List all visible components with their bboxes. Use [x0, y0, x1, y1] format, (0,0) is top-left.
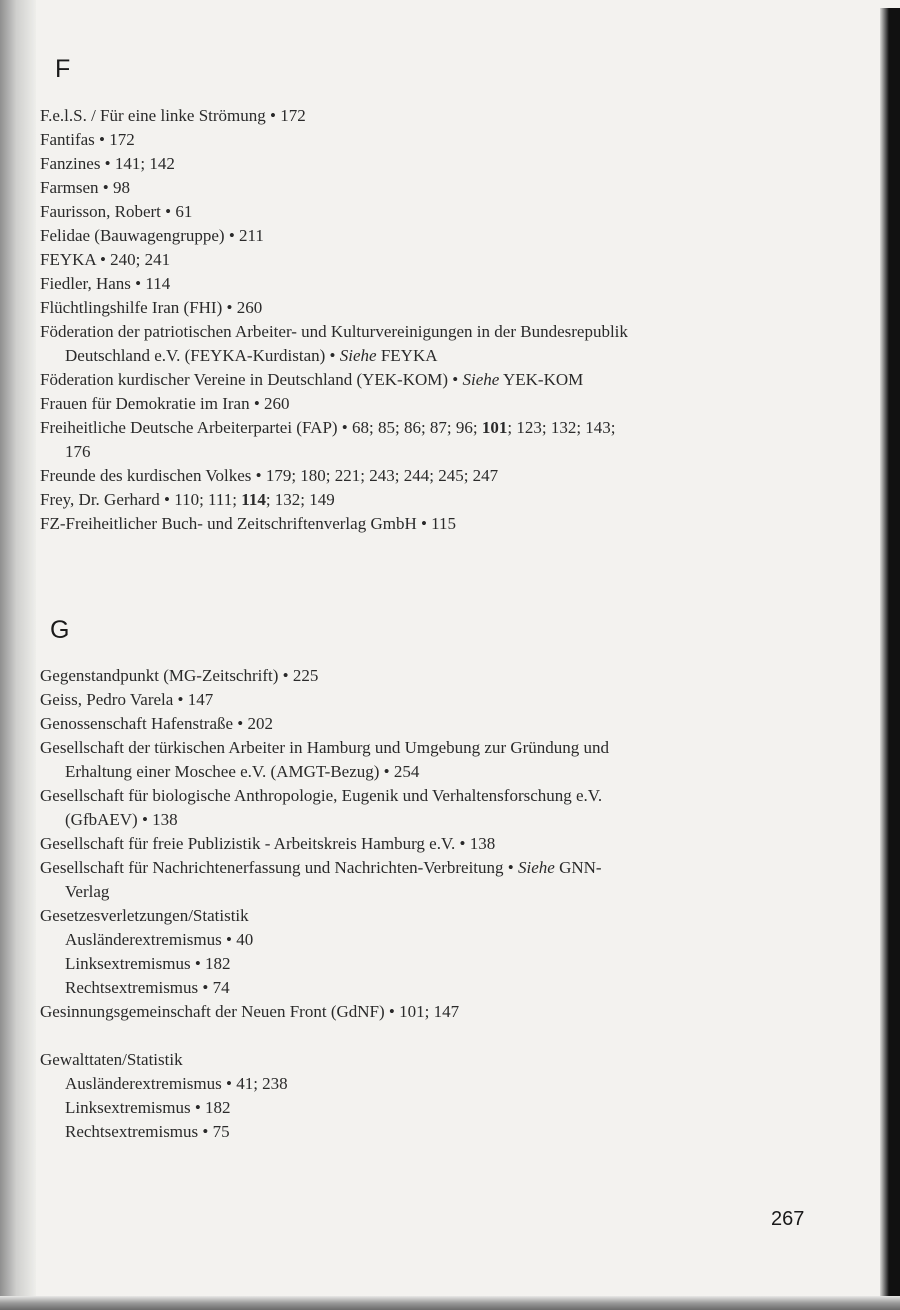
index-entry-text: Freiheitliche Deutsche Arbeiterpartei (FAP) • 68; 85; 86; 87; 96;: [40, 418, 478, 437]
index-entry: Fanzines • 141; 142: [40, 154, 175, 173]
index-entry: Genossenschaft Hafenstraße • 202: [40, 714, 274, 733]
page-edge-right: [880, 8, 900, 1310]
section-letter-f: F: [55, 55, 71, 83]
index-entry: F.e.l.S. / Für eine linke Strömung • 172: [40, 106, 306, 125]
main-page-reference: 101: [481, 418, 508, 437]
see-reference-label: Siehe: [462, 370, 500, 389]
index-entry: Felidae (Bauwagengruppe) • 211: [40, 226, 264, 245]
index-entry: Geiss, Pedro Varela • 147: [40, 690, 214, 709]
index-entry: [40, 368, 840, 392]
page-edge-bottom: [0, 1296, 900, 1310]
index-entry-text: Frey, Dr. Gerhard • 110; 111;: [40, 490, 238, 509]
index-entry-text-after: ; 123; 132; 143;: [507, 418, 616, 437]
index-entry: Gegenstandpunkt (MG-Zeitschrift) • 225: [40, 666, 319, 685]
index-entry-text: Gesetzesverletzungen/Statistik: [40, 906, 249, 925]
index-entry: Fantifas • 172: [40, 130, 135, 149]
see-reference-label: Siehe: [517, 858, 555, 877]
index-entry: FZ-Freiheitlicher Buch- und Zeitschriftenverlag GmbH • 115: [40, 514, 457, 533]
index-list-f: [40, 104, 840, 536]
index-entry: Gesellschaft für freie Publizistik - Arbeitskreis Hamburg e.V. • 138: [40, 834, 496, 853]
index-entry: [40, 736, 840, 784]
index-subentry: Rechtsextremismus • 75: [65, 1122, 230, 1141]
index-entry: Faurisson, Robert • 61: [40, 202, 193, 221]
index-entry-text-after: ; 132; 149: [265, 490, 335, 509]
continuation-text: Deutschland e.V. (FEYKA-Kurdistan) •: [65, 346, 336, 365]
index-subentry: Linksextremismus • 182: [65, 954, 231, 973]
binding-shadow: [0, 0, 36, 1310]
main-page-reference: 114: [241, 490, 266, 509]
index-subentry: Linksextremismus • 182: [65, 1098, 231, 1117]
index-entry-continuation: Verlag: [65, 882, 110, 901]
index-entry-continuation: (GfbAEV) • 138: [65, 810, 178, 829]
index-entry: [40, 784, 840, 832]
index-entry-continuation: Erhaltung einer Moschee e.V. (AMGT-Bezug) • 254: [65, 762, 420, 781]
index-entry: Flüchtlingshilfe Iran (FHI) • 260: [40, 298, 263, 317]
index-entry-text: Gesellschaft für biologische Anthropologie, Eugenik und Verhaltensforschung e.V.: [40, 786, 603, 805]
see-reference-target: GNN-: [559, 858, 602, 877]
index-entry-continuation: [40, 344, 840, 368]
section-letter-g: G: [50, 616, 70, 644]
index-subentry: Ausländerextremismus • 41; 238: [65, 1074, 288, 1093]
index-entry-text: Gewalttaten/Statistik: [40, 1050, 183, 1069]
see-reference-target: YEK-KOM: [502, 370, 584, 389]
index-subentry: Rechtsextremismus • 74: [65, 978, 230, 997]
index-entry: Freunde des kurdischen Volkes • 179; 180; 221; 243; 244; 245; 247: [40, 466, 499, 485]
index-entry-text: Föderation kurdischer Vereine in Deutschland (YEK-KOM) •: [40, 370, 459, 389]
see-reference-target: FEYKA: [380, 346, 438, 365]
index-entry: [40, 1048, 840, 1144]
index-entry: [40, 320, 840, 368]
spacer: [40, 1024, 840, 1048]
index-entry: Gesinnungsgemeinschaft der Neuen Front (GdNF) • 101; 147: [40, 1002, 460, 1021]
index-entry: [40, 904, 840, 1000]
index-entry-text: Föderation der patriotischen Arbeiter- und Kulturvereinigungen in der Bundesrepublik: [40, 322, 628, 341]
index-entry: FEYKA • 240; 241: [40, 250, 171, 269]
index-entry: [40, 416, 840, 464]
index-entry: Fiedler, Hans • 114: [40, 274, 171, 293]
index-list-g: [40, 664, 840, 1144]
index-entry: Frauen für Demokratie im Iran • 260: [40, 394, 290, 413]
index-entry: Farmsen • 98: [40, 178, 130, 197]
page-number: 267: [771, 1208, 805, 1230]
index-entry-continuation: 176: [65, 442, 91, 461]
index-entry: [40, 488, 840, 512]
see-reference-label: Siehe: [339, 346, 377, 365]
index-subentry: Ausländerextremismus • 40: [65, 930, 254, 949]
index-entry: [40, 856, 840, 904]
index-entry-text: Gesellschaft für Nachrichtenerfassung und Nachrichten-Verbreitung •: [40, 858, 514, 877]
index-entry-text: Gesellschaft der türkischen Arbeiter in Hamburg und Umgebung zur Gründung und: [40, 738, 610, 757]
